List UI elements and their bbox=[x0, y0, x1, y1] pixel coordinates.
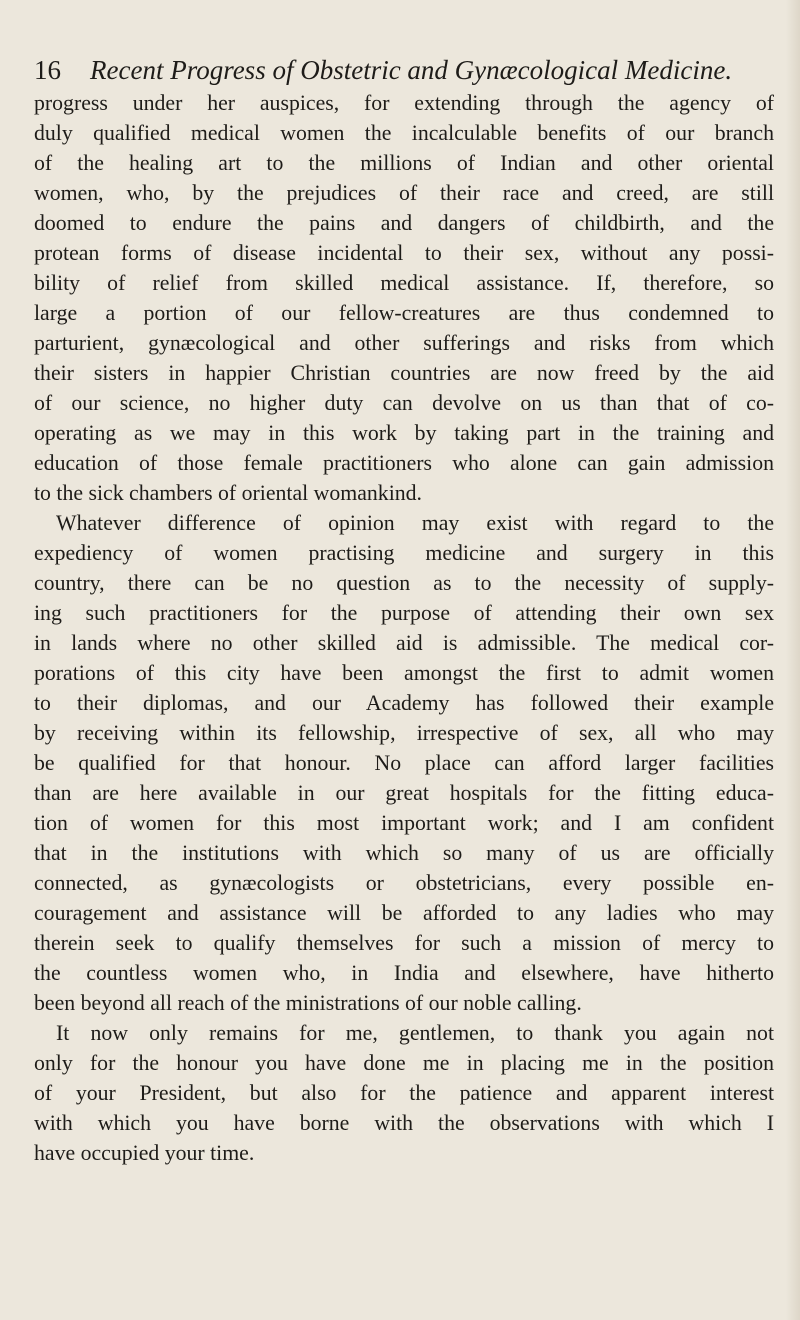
text-line: protean forms of disease incidental to their sex, without any possi- bbox=[34, 241, 774, 265]
text-line: parturient, gynæcological and other sufferings and risks from which bbox=[34, 331, 774, 355]
text-line: the countless women who, in India and elsewhere, have hitherto bbox=[34, 961, 774, 985]
text-line: ing such practitioners for the purpose of attending their own sex bbox=[34, 601, 774, 625]
page-header bbox=[34, 50, 774, 90]
text-line: with which you have borne with the observations with which I bbox=[34, 1111, 774, 1135]
text-line: have occupied your time. bbox=[34, 1141, 255, 1165]
text-line: expediency of women practising medicine and surgery in this bbox=[34, 541, 774, 565]
text-line: bility of relief from skilled medical assistance. If, therefore, so bbox=[34, 271, 774, 295]
text-line: couragement and assistance will be afforded to any ladies who may bbox=[34, 901, 774, 925]
paragraph bbox=[34, 88, 774, 508]
text-line: to the sick chambers of oriental womankind. bbox=[34, 481, 423, 505]
text-line: by receiving within its fellowship, irrespective of sex, all who may bbox=[34, 721, 774, 745]
text-line: connected, as gynæcologists or obstetricians, every possible en- bbox=[34, 871, 774, 895]
text-line: It now only remains for me, gentlemen, to thank you again not bbox=[56, 1021, 774, 1045]
text-line: duly qualified medical women the incalculable benefits of our branch bbox=[34, 121, 774, 145]
text-line: progress under her auspices, for extending through the agency of bbox=[34, 91, 774, 115]
text-line: therein seek to qualify themselves for such a mission of mercy to bbox=[34, 931, 774, 955]
text-line: than are here available in our great hospitals for the fitting educa- bbox=[34, 781, 774, 805]
body-text bbox=[34, 88, 774, 1168]
text-line: large a portion of our fellow-creatures are thus condemned to bbox=[34, 301, 774, 325]
text-line: that in the institutions with which so many of us are officially bbox=[34, 841, 774, 865]
page-number: 16 bbox=[34, 55, 61, 85]
text-line: education of those female practitioners who alone can gain admission bbox=[34, 451, 774, 475]
text-line: to their diplomas, and our Academy has followed their example bbox=[34, 691, 774, 715]
text-line: their sisters in happier Christian countries are now freed by the aid bbox=[34, 361, 774, 385]
text-line: operating as we may in this work by taking part in the training and bbox=[34, 421, 774, 445]
text-line: of the healing art to the millions of Indian and other oriental bbox=[34, 151, 774, 175]
text-line: Whatever difference of opinion may exist with regard to the bbox=[56, 511, 774, 535]
text-line: doomed to endure the pains and dangers of childbirth, and the bbox=[34, 211, 774, 235]
text-line: tion of women for this most important work; and I am confident bbox=[34, 811, 774, 835]
page-edge-shadow bbox=[786, 0, 800, 1320]
text-line: be qualified for that honour. No place can afford larger facilities bbox=[34, 751, 774, 775]
text-line: country, there can be no question as to the necessity of supply- bbox=[34, 571, 774, 595]
text-line: been beyond all reach of the ministrations of our noble calling. bbox=[34, 991, 582, 1015]
text-line: women, who, by the prejudices of their race and creed, are still bbox=[34, 181, 774, 205]
running-title: Recent Progress of Obstetric and Gynæcological Medicine. bbox=[90, 55, 733, 85]
text-line: only for the honour you have done me in placing me in the position bbox=[34, 1051, 774, 1075]
text-line: porations of this city have been amongst the first to admit women bbox=[34, 661, 774, 685]
paragraph bbox=[34, 508, 774, 1018]
text-line: in lands where no other skilled aid is admissible. The medical cor- bbox=[34, 631, 774, 655]
paragraph bbox=[34, 1018, 774, 1168]
text-line: of our science, no higher duty can devolve on us than that of co- bbox=[34, 391, 774, 415]
text-line: of your President, but also for the patience and apparent interest bbox=[34, 1081, 774, 1105]
